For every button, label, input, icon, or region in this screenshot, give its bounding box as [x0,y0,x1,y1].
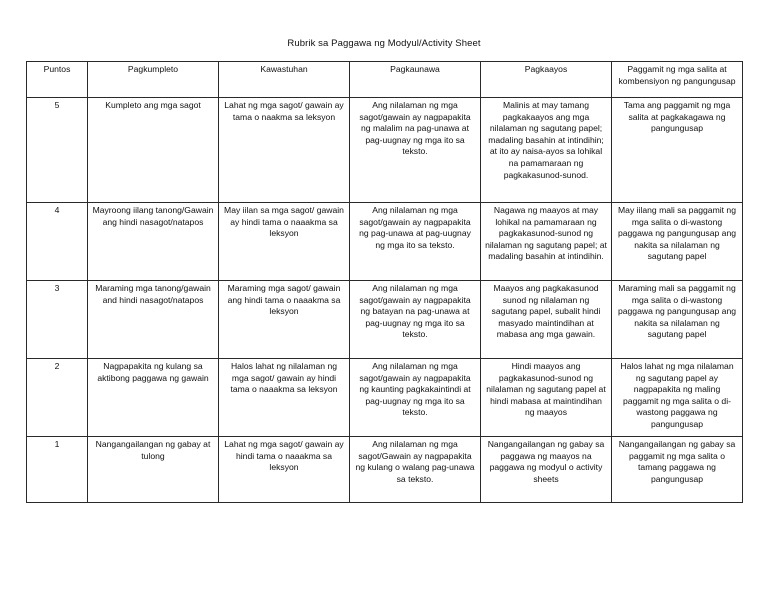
table-row [27,98,743,203]
pagkumpleto-cell: Nangangailangan ng gabay at tulong [88,437,219,503]
document-title: Rubrik sa Paggawa ng Modyul/Activity Sheet [287,38,481,49]
points-cell: 5 [27,98,88,203]
table-row [27,437,743,503]
rubric-table [26,61,743,503]
pagkaunawa-cell: Ang nilalaman ng mga sagot/Gawain ay nagpapakita ng kulang o walang pag-unawa sa teksto. [350,437,481,503]
pagkaayos-cell: Maayos ang pagkakasunod sunod ng nilalaman ng sagutang papel, subalit hindi masyado maintindihan at mabasa ang mga gawain. [481,281,612,359]
paggamit-cell: Tama ang paggamit ng mga salita at pagkakagawa ng pangungusap [612,98,743,203]
kawastuhan-cell: Halos lahat ng nilalaman ng mga sagot/ gawain ay hindi tama o naaakma sa leksyon [219,359,350,437]
table-row [27,203,743,281]
table-row [27,359,743,437]
kawastuhan-cell: Maraming mga sagot/ gawain ang hindi tama o naaakma sa leksyon [219,281,350,359]
points-cell: 1 [27,437,88,503]
paggamit-cell: May iilang mali sa paggamit ng mga salita o di-wastong paggawa ng pangungusap ang nakita sa nilalaman ng sagutang papel [612,203,743,281]
header-pagkaunawa: Pagkaunawa [350,62,481,98]
pagkumpleto-cell: Nagpapakita ng kulang sa aktibong paggawa ng gawain [88,359,219,437]
table-row [27,281,743,359]
kawastuhan-cell: May iilan sa mga sagot/ gawain ay hindi tama o naaakma sa leksyon [219,203,350,281]
pagkaunawa-cell: Ang nilalaman ng mga sagot/gawain ay nagpapakita ng pag-unawa at pag-uugnay ng mga ito sa teksto. [350,203,481,281]
pagkumpleto-cell: Maraming mga tanong/gawain and hindi nasagot/natapos [88,281,219,359]
kawastuhan-cell: Lahat ng mga sagot/ gawain ay hindi tama o naaakma sa leksyon [219,437,350,503]
pagkaunawa-cell: Ang nilalaman ng mga sagot/gawain ay nagpapakita ng batayan na pag-unawa at pag-uugnay ng mga ito sa teksto. [350,281,481,359]
header-pagkumpleto: Pagkumpleto [88,62,219,98]
pagkaayos-cell: Nangangailangan ng gabay sa paggawa ng maayos na paggawa ng modyul o activity sheets [481,437,612,503]
header-puntos: Puntos [27,62,88,98]
paggamit-cell: Halos lahat ng mga nilalaman ng sagutang papel ay nagpapakita ng maling paggamit ng mga salita o di-wastong paggawa ng pangungusap [612,359,743,437]
paggamit-cell: Maraming mali sa paggamit ng mga salita o di-wastong paggawa ng pangungusap ang nakita sa nilalaman ng sagutang papel [612,281,743,359]
header-pagkaayos: Pagkaayos [481,62,612,98]
pagkaayos-cell: Malinis at may tamang pagkakaayos ang mga nilalaman ng sagutang papel; madaling basahin at intindihin; at ito ay naisa-ayos sa lohikal na pamamaraan ng pagkakasunod-sunod. [481,98,612,203]
pagkaunawa-cell: Ang nilalaman ng mga sagot/gawain ay nagpapakita ng kaunting pagkakaintindi at pag-uugnay ng mga ito sa teksto. [350,359,481,437]
pagkaunawa-cell: Ang nilalaman ng mga sagot/gawain ay nagpapakita ng malalim na pag-unawa at pag-uugnay ng mga ito sa teksto. [350,98,481,203]
pagkaayos-cell: Nagawa ng maayos at may lohikal na pamamaraan ng pagkakasunod-sunod ng nilalaman ng sagutang papel; at madaling basahin at intindihin. [481,203,612,281]
pagkumpleto-cell: Kumpleto ang mga sagot [88,98,219,203]
pagkaayos-cell: Hindi maayos ang pagkakasunod-sunod ng nilalaman ng sagutang papel at hindi mabasa at maintindihan ng maayos [481,359,612,437]
header-kawastuhan: Kawastuhan [219,62,350,98]
header-row [27,62,743,98]
kawastuhan-cell: Lahat ng mga sagot/ gawain ay tama o naakma sa leksyon [219,98,350,203]
points-cell: 4 [27,203,88,281]
paggamit-cell: Nangangailangan ng gabay sa paggamit ng mga salita o tamang paggawa ng pangungusap [612,437,743,503]
pagkumpleto-cell: Mayroong iilang tanong/Gawain ang hindi nasagot/natapos [88,203,219,281]
points-cell: 3 [27,281,88,359]
header-paggamit: Paggamit ng mga salita at kombensiyon ng pangungusap [612,62,743,98]
points-cell: 2 [27,359,88,437]
